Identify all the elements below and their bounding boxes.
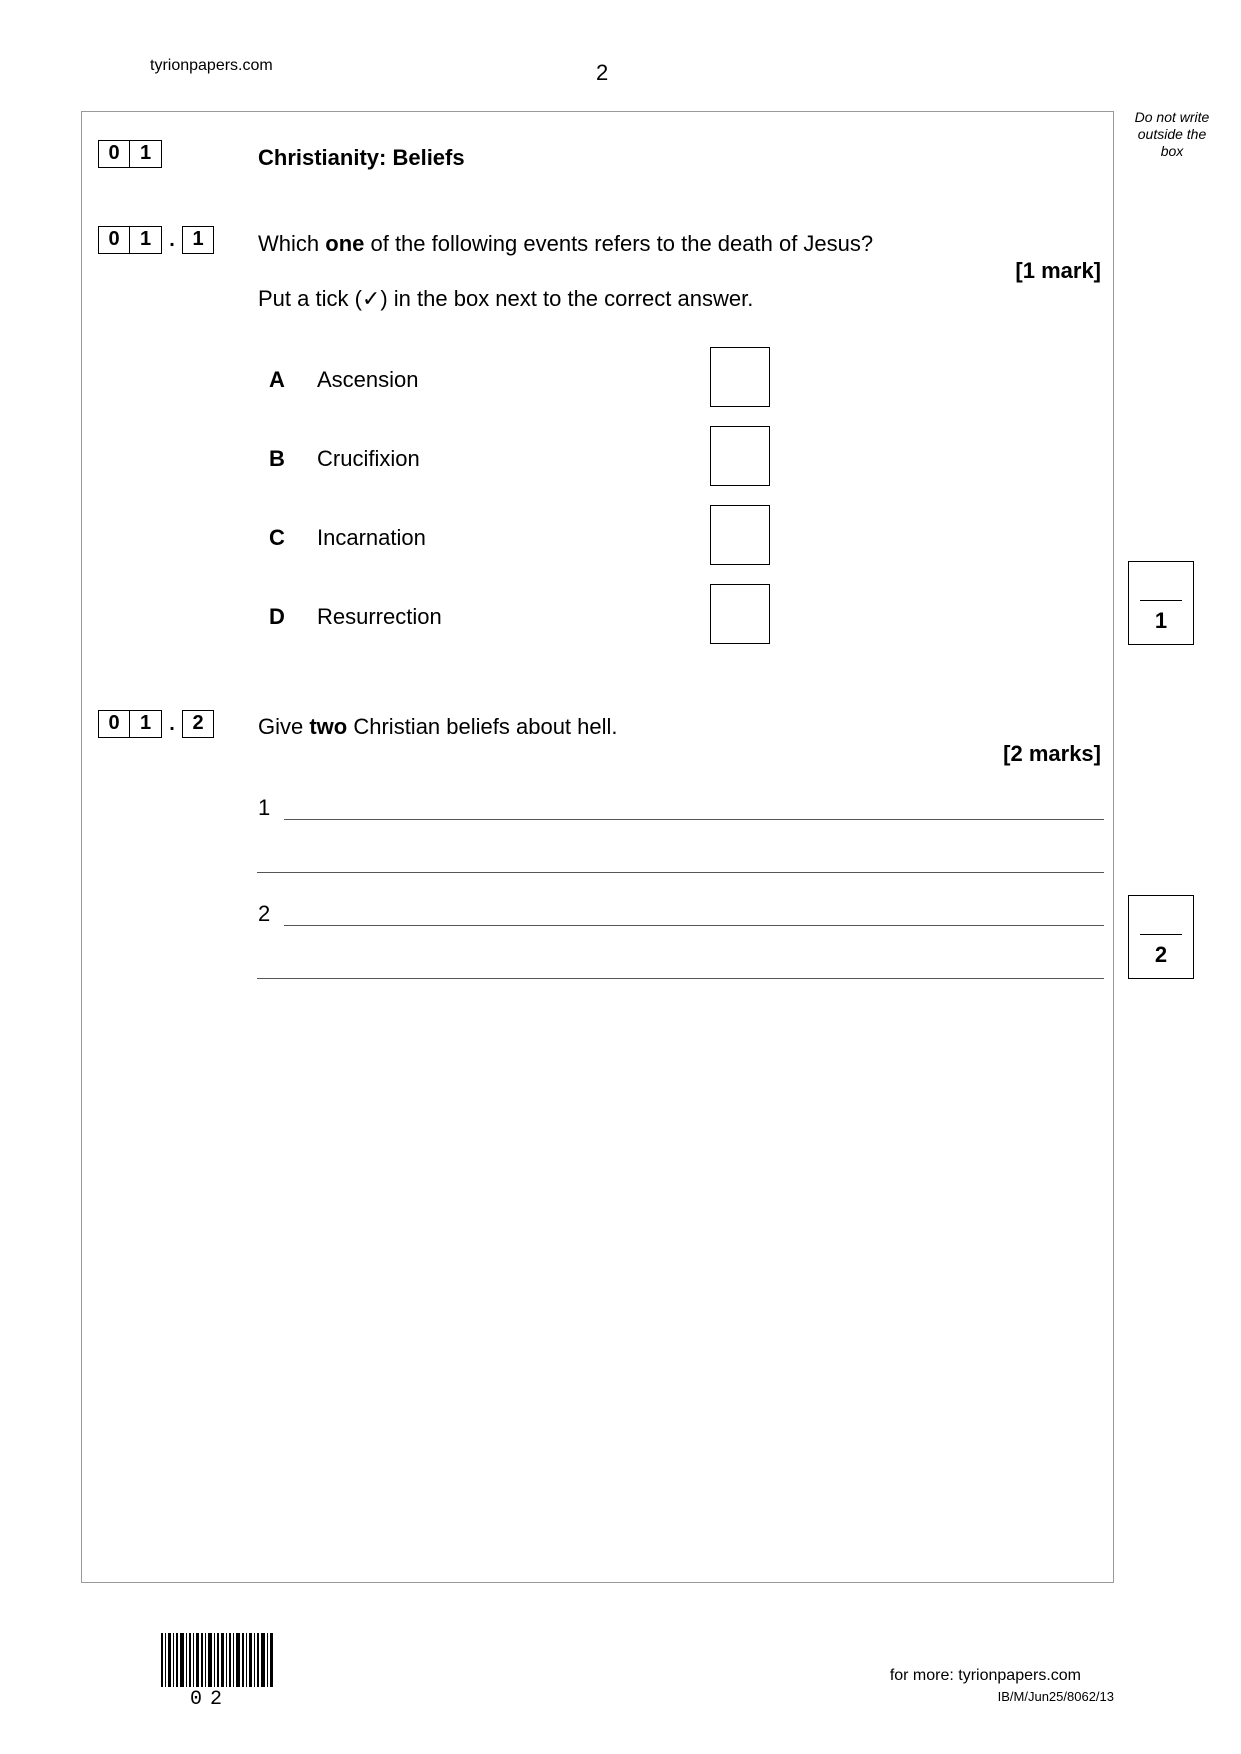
option-letter-b: B [269,446,285,471]
option-letter-a: A [269,367,285,392]
option-letter-c: C [269,525,285,550]
tick-instruction: Put a tick (✓) in the box next to the correct answer. [258,286,754,311]
paper-code: IB/M/Jun25/8062/13 [997,1689,1114,1704]
mark-box-01-2 [1128,895,1194,979]
question-number-01-2 [98,710,214,738]
question-digit: 0 [98,226,130,254]
question-digit: 2 [182,710,214,738]
mark-box-total: 1 [1154,608,1168,633]
question-text-emphasis: two [309,714,348,739]
question-text-part: Christian beliefs about hell. [347,714,618,739]
answer-line[interactable] [257,872,1104,873]
question-digit: 0 [98,140,130,168]
tick-box-b[interactable] [710,426,770,486]
answer-line[interactable] [284,925,1104,926]
marks-label: [2 marks] [1003,741,1101,766]
question-text-part: of the following events refers to the death of Jesus? [364,231,874,256]
answer-line[interactable] [284,819,1104,820]
question-digit: 1 [182,226,214,254]
margin-note: Do not write outside the box [1134,109,1210,159]
question-text-emphasis: one [325,231,365,256]
option-text-a: Ascension [317,367,419,392]
question-text-part: Give [258,714,310,739]
question-dot: . [169,713,175,735]
section-heading: Christianity: Beliefs [258,145,465,170]
option-text-b: Crucifixion [317,446,420,471]
barcode [161,1633,273,1687]
page-number: 2 [596,60,609,85]
mark-box-total: 2 [1154,942,1168,967]
footer-more-link[interactable]: for more: tyrionpapers.com [889,1667,1081,1684]
marks-label: [1 mark] [1015,258,1101,283]
option-text-d: Resurrection [317,604,442,629]
mark-box-01-1 [1128,561,1194,645]
site-name: tyrionpapers.com [150,57,273,74]
question-dot: . [169,229,175,251]
question-01-1-text [258,231,873,257]
question-digit: 1 [130,226,162,254]
tick-box-d[interactable] [710,584,770,644]
question-digit: 1 [130,710,162,738]
tick-box-a[interactable] [710,347,770,407]
barcode-label: 02 [190,1688,231,1711]
question-text-part: Which [258,231,326,256]
question-number-01 [98,140,162,168]
answer-line[interactable] [257,978,1104,979]
question-digit: 0 [98,710,130,738]
tick-box-c[interactable] [710,505,770,565]
option-letter-d: D [269,604,285,629]
mark-box-divider [1140,934,1182,935]
answer-line-label-2: 2 [258,901,271,926]
question-01-2-text [258,714,618,740]
question-number-01-1 [98,226,214,254]
mark-box-divider [1140,600,1182,601]
answer-frame [81,111,1114,1583]
question-digit: 1 [130,140,162,168]
answer-line-label-1: 1 [258,795,271,820]
option-text-c: Incarnation [317,525,426,550]
